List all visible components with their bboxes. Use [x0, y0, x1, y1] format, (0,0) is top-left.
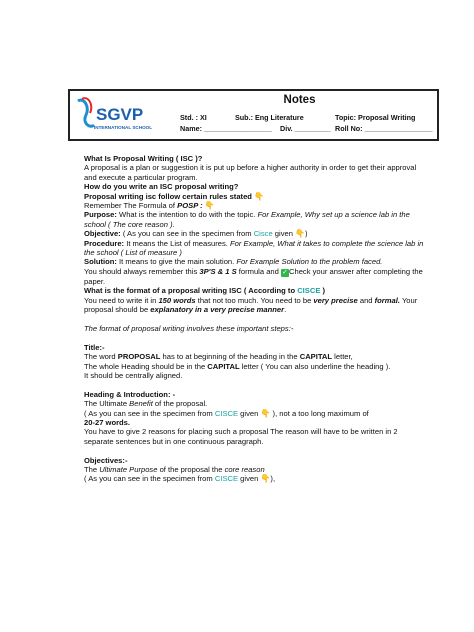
formal-text: formal. — [374, 295, 400, 305]
subject-label: Sub.: Eng Literature — [235, 113, 304, 122]
objectives-section-label: Objectives:- — [84, 455, 128, 465]
pointing-down-icon: 👇 — [260, 474, 271, 484]
rules-line: Proposal writing isc follow certain rules stated — [84, 191, 252, 201]
roll-field: Roll No: _________________ — [335, 124, 433, 133]
proposal-word: PROPOSAL — [117, 352, 161, 362]
procedure-text: It means the List of measures. — [124, 238, 228, 248]
purpose-label: Purpose: — [84, 210, 117, 220]
heading-rule-2c: ), not a too long maximum of — [272, 408, 369, 418]
objective-label: Objective: — [84, 229, 121, 239]
solution-text: It means to give the main solution. — [116, 257, 235, 267]
cisce-link: Cisce — [253, 229, 273, 239]
ultimate-purpose: Ultimate Purpose — [99, 464, 158, 474]
heading-section-label: Heading & Introduction: - — [84, 389, 176, 399]
div-field: Div. _________ — [280, 124, 331, 133]
heading-rule-1: The Ultimate — [84, 399, 130, 409]
word-range: 20-27 words. — [84, 417, 131, 427]
objectives-given: given — [238, 474, 259, 484]
objective-text: ( As you can see in the specimen from — [120, 229, 254, 239]
solution-label: Solution: — [84, 257, 117, 267]
question-3: What is the format of a proposal writing ISC ( According to — [84, 286, 298, 296]
explanatory-lead: Your proposal should be — [84, 295, 418, 315]
question-1: What Is Proposal Writing ( ISC )? — [84, 154, 203, 163]
period: . — [284, 305, 287, 315]
procedure-example: For Example, What it takes to complete the science lab in the school ( List of measure ) — [84, 238, 424, 258]
heading-rule-4: You have to give 2 reasons for placing such a proposal The reason will have to be written in 2 separate sentences but in one continuous paragraph. — [84, 427, 398, 446]
heading-rule-1b: of the proposal. — [152, 399, 208, 409]
heading-rule-2: ( As you can see in the specimen from — [84, 408, 215, 418]
core-reason: core reason — [224, 464, 265, 474]
title-rule-2: The whole Heading should be in the — [84, 361, 208, 371]
title-rule-1: The word — [84, 352, 118, 362]
objective-given: given — [272, 229, 293, 239]
cisce-link: CISCE — [297, 286, 321, 296]
objectives-rule-2: ( As you can see in the specimen from — [84, 474, 215, 484]
title-rule-3: It should be centrally aligned. — [84, 370, 183, 380]
question-2: How do you write an ISC proposal writing? — [84, 182, 239, 192]
title-rule-1b: has to at beginning of the heading in the — [160, 352, 300, 362]
cisce-link: CISCE — [214, 474, 239, 484]
cisce-link: CISCE — [214, 408, 239, 418]
definition: A proposal is a plan or suggestion it is put up before a higher authority in order to get their approval and execute a particular program. — [84, 163, 417, 182]
solution-example: For Example Solution to the problem faced. — [234, 257, 383, 267]
pointing-down-icon: 👇 — [204, 201, 215, 211]
format-steps-intro: The format of proposal writing involves these important steps:- — [84, 323, 294, 333]
remember-formula-text: You should always remember this — [84, 266, 198, 276]
logo-text: SGVP — [96, 105, 144, 124]
objectives-rule-1b: of the proposal the — [157, 464, 225, 474]
word-limit-text-2: that not too much. You need to be — [195, 295, 314, 305]
page-title: Notes — [283, 94, 316, 106]
name-field: Name: _________________ — [180, 124, 272, 133]
objectives-rule-2c: ), — [270, 474, 276, 484]
std-label: Std. : XI — [180, 113, 207, 122]
explanatory-text: explanatory in a very precise manner — [150, 305, 285, 315]
purpose-text: What is the intention to do with the topic. — [116, 210, 256, 220]
title-rule-2b: letter ( You can also underline the heading ). — [239, 361, 391, 371]
very-precise-text: very precise — [313, 295, 358, 305]
and-text: and — [357, 295, 375, 305]
pointing-down-icon: 👇 — [295, 229, 306, 239]
topic-label: Topic: Proposal Writing — [335, 113, 416, 122]
header-box — [68, 89, 439, 141]
question-3-end: ) — [320, 286, 326, 296]
logo-subtext: INTERNATIONAL SCHOOL — [94, 125, 153, 130]
procedure-label: Procedure: — [84, 238, 125, 248]
word-limit-text: You need to write it in — [84, 295, 159, 305]
title-rule-1c: letter, — [332, 352, 353, 362]
check-mark-icon: ✓ — [282, 268, 288, 276]
heading-given: given — [238, 408, 259, 418]
capital-word: CAPITAL — [299, 352, 333, 362]
posp-formula: POSP : — [177, 201, 203, 211]
check-answer-text: Check your answer after completing the paper. — [84, 266, 423, 286]
remember-text: Remember The Formula of — [84, 201, 176, 211]
notes-body: What Is Proposal Writing ( ISC )? A proposal is a plan or suggestion it is put up before a higher authority in order to get their approval and execute a particular program. How do you write an ISC proposal writing? Proposal writing isc follow certain rules stated 👇 Remember The Formula of POSP : 👇 Purpose: What is the intention to do with the topic. For Example, Why set up a science lab in the school ( The core reason ). Objective: ( As you can see in the specimen from Cisce given 👇) Procedure: It means the List of measures. For Example, What it takes to complete the science lab in the school ( List of measure ) Solution: It means to give the main solution. For Example Solution to the problem faced. You should always remember this 3P'S & 1 S formula and ✓Check your answer after completing the paper. What is the format of a proposal writing ISC ( According to CISCE ) You need to write it in 150 words that not too much. You need to be very precise and formal. Your proposal should be explanatory in a very precise manner. The format of proposal writing involves these important steps:- Title:- The word PROPOSAL has to at beginning of the heading in the CAPITAL letter, The whole Heading should be in the CAPITAL letter ( You can also underline the heading ). It should be centrally aligned. Heading & Introduction: - The Ultimate Benefit of the proposal. ( As you can see in the specimen from CISCE given 👇 ), not a too long maximum of 20-27 words. You have to give 2 reasons for placing such a proposal The reason will have to be written in 2 separate sentences but in one continuous paragraph. Objectives:- The Ultimate Purpose of the proposal the core reason ( As you can see in the specimen from CISCE given 👇), — [84, 154, 424, 484]
formula-3ps: 3P'S & 1 S — [199, 266, 237, 276]
pointing-down-icon: 👇 — [260, 408, 271, 418]
capital-word: CAPITAL — [207, 361, 240, 371]
benefit-word: Benefit — [129, 399, 153, 409]
title-section-label: Title:- — [84, 342, 105, 352]
purpose-example: For Example, Why set up a science lab in the school ( The core reason ). — [84, 210, 410, 229]
formula-and: formula and — [236, 266, 279, 276]
pointing-down-icon: 👇 — [254, 191, 265, 201]
word-count: 150 words — [158, 295, 196, 305]
objectives-rule-1: The — [84, 464, 100, 474]
